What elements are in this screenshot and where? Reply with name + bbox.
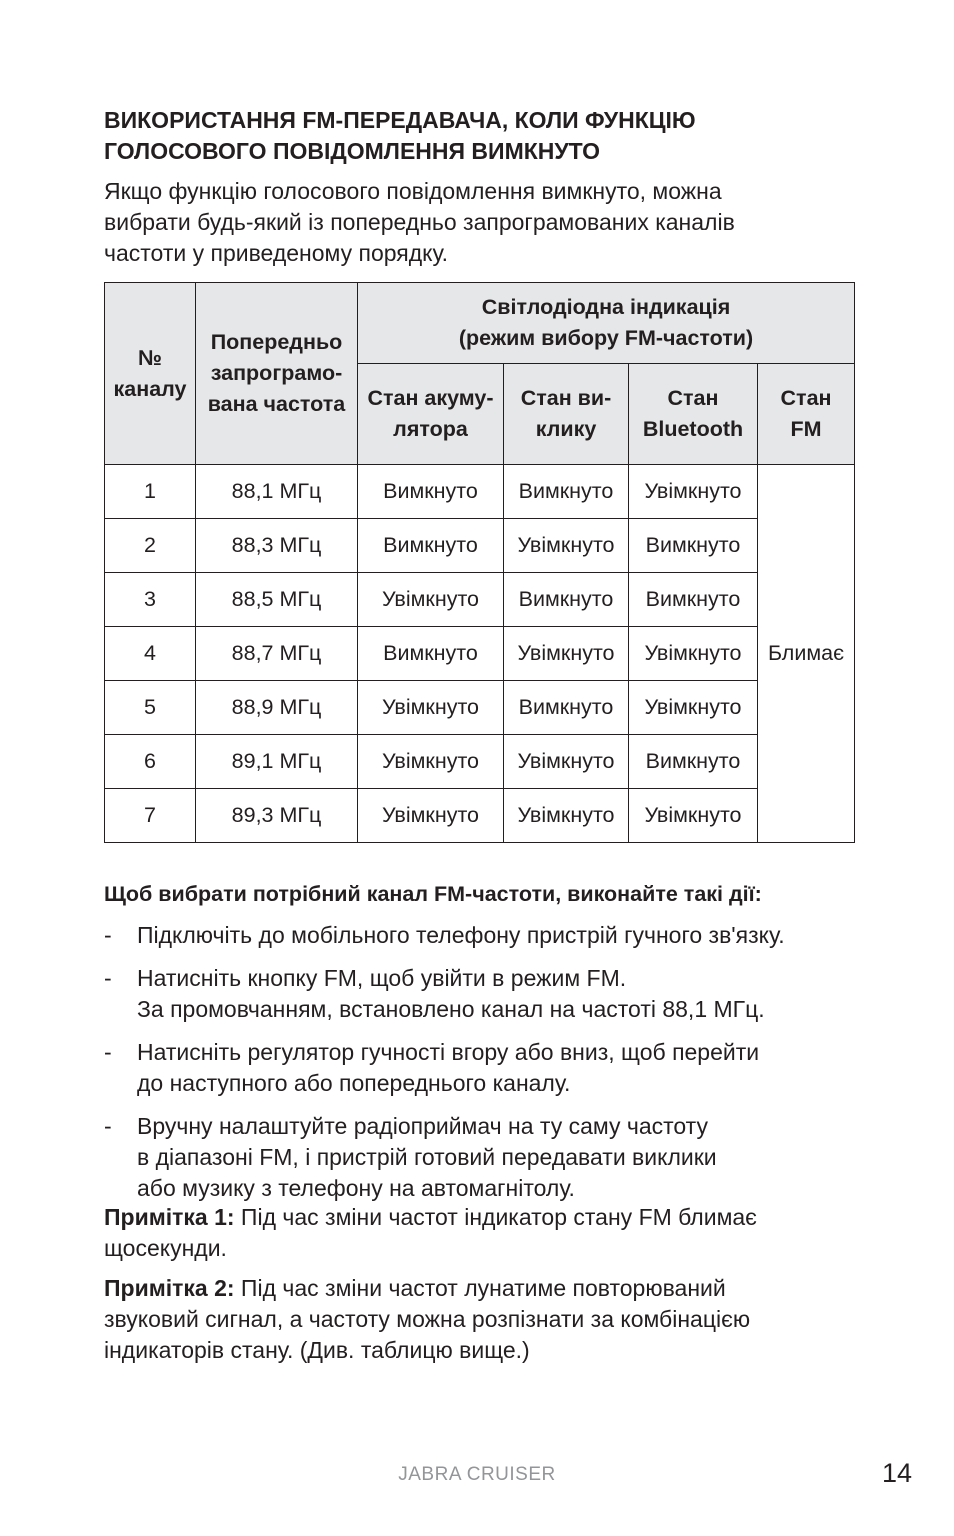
header-fm-status	[758, 364, 855, 465]
header-bluetooth-status	[629, 364, 758, 465]
header-channel-line-1: №	[138, 345, 162, 370]
list-item	[104, 920, 864, 951]
intro-paragraph	[104, 176, 864, 269]
header-bt-line-2: Bluetooth	[642, 417, 744, 441]
instruction-steps	[104, 920, 864, 1216]
cell-bluetooth: Увімкнуто	[629, 465, 758, 519]
header-bt-line-1: Стан	[667, 386, 719, 410]
header-freq-line-2: запрограмо-	[210, 361, 343, 385]
cell-bluetooth: Увімкнуто	[629, 789, 758, 843]
header-fm-line-1: Стан	[780, 386, 832, 410]
header-call-line-1: Стан ви-	[520, 386, 612, 410]
header-battery-status	[358, 364, 504, 465]
step-4-line-2: в діапазоні FM, і пристрій готовий передавати виклики	[137, 1144, 717, 1170]
header-battery-line-2: лятора	[393, 417, 468, 441]
header-channel-line-2: каналу	[113, 376, 187, 401]
step-3-line-2: до наступного або попереднього каналу.	[137, 1070, 571, 1096]
cell-frequency: 88,9 МГц	[196, 681, 358, 735]
header-freq-line-3: вана частота	[207, 392, 346, 416]
table-row	[105, 735, 855, 789]
cell-frequency: 88,3 МГц	[196, 519, 358, 573]
cell-bluetooth: Вимкнуто	[629, 519, 758, 573]
header-fm-line-2: FM	[790, 417, 822, 441]
step-3-line-1: Натисніть регулятор гучності вгору або вниз, щоб перейти	[137, 1039, 760, 1065]
bullet-dash: -	[104, 1039, 112, 1065]
cell-battery: Увімкнуто	[358, 573, 504, 627]
page-number: 14	[881, 1458, 912, 1488]
cell-call: Увімкнуто	[504, 789, 629, 843]
cell-channel: 6	[105, 735, 196, 789]
header-battery-line-1: Стан акуму-	[367, 386, 494, 410]
cell-battery: Увімкнуто	[358, 735, 504, 789]
intro-line-2: вибрати будь-який із попередньо запрограмованих каналів	[104, 209, 735, 235]
cell-battery: Увімкнуто	[358, 681, 504, 735]
header-led-indication	[358, 283, 855, 364]
table-row	[105, 573, 855, 627]
cell-channel: 5	[105, 681, 196, 735]
cell-channel: 4	[105, 627, 196, 681]
table-row	[105, 465, 855, 519]
header-channel	[105, 283, 196, 465]
fm-channel-table	[104, 282, 855, 843]
cell-bluetooth: Вимкнуто	[629, 573, 758, 627]
table-row	[105, 627, 855, 681]
cell-channel: 7	[105, 789, 196, 843]
header-call-status	[504, 364, 629, 465]
header-call-line-2: клику	[535, 417, 597, 441]
table-row	[105, 519, 855, 573]
bullet-dash: -	[104, 922, 112, 948]
step-1-line-1: Підключіть до мобільного телефону пристрій гучного зв'язку.	[137, 922, 785, 948]
cell-bluetooth: Увімкнуто	[629, 681, 758, 735]
note-1	[104, 1202, 864, 1264]
cell-bluetooth: Вимкнуто	[629, 735, 758, 789]
cell-call: Вимкнуто	[504, 465, 629, 519]
note-1-label: Примітка 1:	[104, 1204, 235, 1230]
header-led-line-1: Світлодіодна індикація	[481, 295, 731, 319]
cell-channel: 3	[105, 573, 196, 627]
cell-frequency: 88,1 МГц	[196, 465, 358, 519]
step-4-line-3: або музику з телефону на автомагнітолу.	[137, 1175, 575, 1201]
list-item	[104, 1037, 864, 1099]
cell-channel: 1	[105, 465, 196, 519]
intro-line-3: частоти у приведеному порядку.	[104, 240, 449, 266]
note-2-line-1: Під час зміни частот лунатиме повторюваний	[234, 1275, 726, 1301]
heading-line-1: ВИКОРИСТАННЯ FM-ПЕРЕДАВАЧА, КОЛИ ФУНКЦІЮ	[104, 107, 696, 133]
cell-battery: Вимкнуто	[358, 465, 504, 519]
step-4-line-1: Вручну налаштуйте радіоприймач на ту саму частоту	[137, 1113, 708, 1139]
step-2-line-2: За промовчанням, встановлено канал на частоті 88,1 МГц.	[137, 996, 765, 1022]
cell-battery: Вимкнуто	[358, 519, 504, 573]
intro-line-1: Якщо функцію голосового повідомлення вимкнуто, можна	[104, 178, 722, 204]
cell-call: Увімкнуто	[504, 519, 629, 573]
header-preset-frequency	[196, 283, 358, 465]
section-heading	[104, 105, 864, 167]
cell-frequency: 89,1 МГц	[196, 735, 358, 789]
note-2-label: Примітка 2:	[104, 1275, 235, 1301]
list-item	[104, 1111, 864, 1204]
header-led-line-2: (режим вибору FM-частоти)	[458, 326, 754, 350]
instructions-title: Щоб вибрати потрібний канал FM-частоти, виконайте такі дії:	[104, 882, 762, 906]
heading-line-2: ГОЛОСОВОГО ПОВІДОМЛЕННЯ ВИМКНУТО	[104, 138, 601, 164]
table-row	[105, 681, 855, 735]
cell-call: Увімкнуто	[504, 735, 629, 789]
cell-bluetooth: Увімкнуто	[629, 627, 758, 681]
note-1-line-2: щосекунди.	[104, 1235, 227, 1261]
note-2-line-3: індикаторів стану. (Див. таблицю вище.)	[104, 1337, 530, 1363]
bullet-dash: -	[104, 965, 112, 991]
cell-call: Вимкнуто	[504, 573, 629, 627]
note-1-line-1: Під час зміни частот індикатор стану FM блимає	[234, 1204, 757, 1230]
cell-frequency: 88,7 МГц	[196, 627, 358, 681]
cell-call: Увімкнуто	[504, 627, 629, 681]
cell-fm-state: Блимає	[758, 465, 855, 843]
cell-frequency: 89,3 МГц	[196, 789, 358, 843]
cell-battery: Вимкнуто	[358, 627, 504, 681]
cell-call: Вимкнуто	[504, 681, 629, 735]
note-2	[104, 1273, 864, 1366]
cell-channel: 2	[105, 519, 196, 573]
table-row	[105, 789, 855, 843]
cell-frequency: 88,5 МГц	[196, 573, 358, 627]
step-2-line-1: Натисніть кнопку FM, щоб увійти в режим FM.	[137, 965, 627, 991]
header-freq-line-1: Попередньо	[210, 330, 343, 354]
note-2-line-2: звуковий сигнал, а частоту можна розпізнати за комбінацією	[104, 1306, 751, 1332]
bullet-dash: -	[104, 1113, 112, 1139]
cell-battery: Увімкнуто	[358, 789, 504, 843]
list-item	[104, 963, 864, 1025]
footer-brand: JABRA CRUISER	[398, 1464, 556, 1485]
